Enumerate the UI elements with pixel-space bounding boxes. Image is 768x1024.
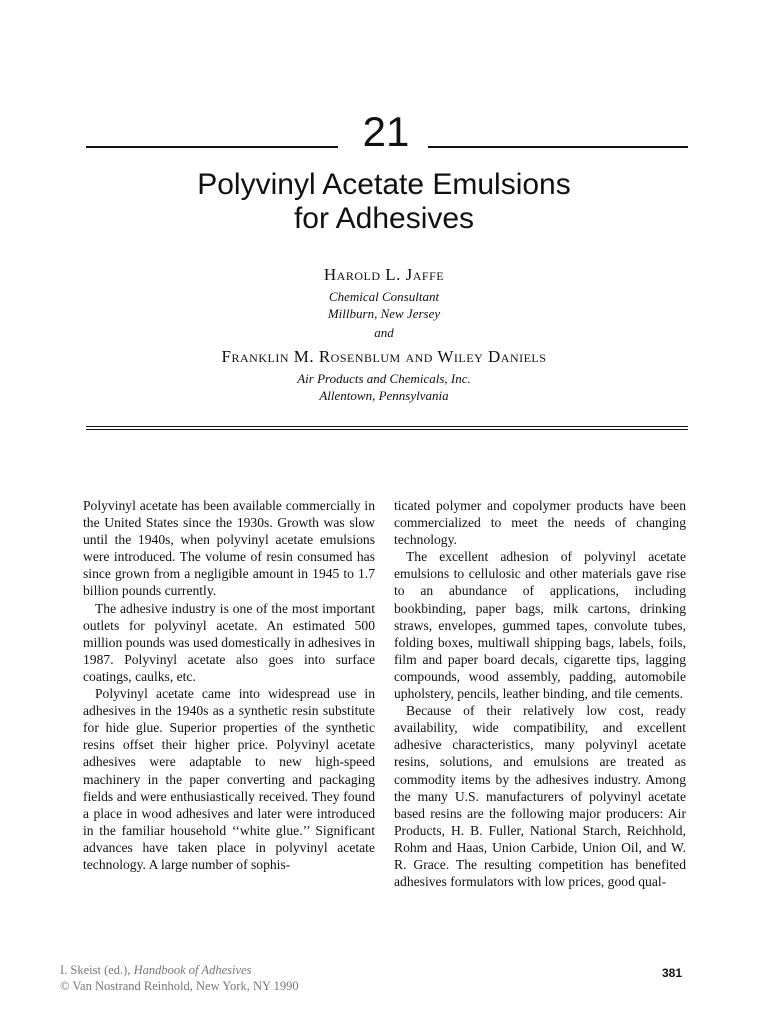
paragraph: ticated polymer and copolymer products have been commercialized to meet the needs of changing technology.	[394, 498, 686, 548]
chapter-title-line-2: for Adhesives	[293, 202, 475, 235]
credit-book-title: Handbook of Adhesives	[133, 963, 252, 977]
author-2-affiliation-2: Allentown, Pennsylvania	[319, 388, 449, 403]
author-1-affiliation-1: Chemical Consultant	[328, 289, 440, 304]
chapter-rule-left	[86, 146, 338, 148]
credit-line-1	[60, 962, 299, 978]
author-block	[84, 264, 684, 404]
chapter-title	[84, 168, 684, 236]
body-column-right	[394, 497, 686, 890]
chapter-heading	[86, 108, 688, 158]
source-credit	[60, 962, 299, 994]
chapter-number: 21	[362, 108, 410, 155]
header-divider	[86, 426, 688, 430]
paragraph: Polyvinyl acetate has been available commercially in the United States since the 1930s. Growth was slow until the 1940s, when polyvinyl acetate emulsions were introduced. The volume of resin consumed has since grown from a negligible amount in 1945 to 1.7 billion pounds currently.	[83, 498, 375, 599]
page-number: 381	[661, 966, 682, 980]
author-conjunction: and	[374, 325, 394, 340]
chapter-title-line-1: Polyvinyl Acetate Emulsions	[197, 168, 571, 201]
author-1-name: Harold L. Jaffe	[323, 265, 445, 284]
credit-line-2: © Van Nostrand Reinhold, New York, NY 1990	[60, 979, 299, 993]
credit-editor: I. Skeist (ed.),	[60, 963, 134, 977]
author-1-affiliation-2: Millburn, New Jersey	[327, 306, 441, 321]
body-column-left	[83, 497, 375, 873]
chapter-rule-right	[428, 146, 688, 148]
paragraph: Polyvinyl acetate came into widespread use in adhesives in the 1940s as a synthetic resin substitute for hide glue. Superior properties of the synthetic resins offset their higher price. Polyvinyl acetate adhesives were adaptable to new high-speed machinery in the paper converting and packaging fields and were enthusiastically received. They found a place in wood adhesives and later were introduced in the familiar household ‘‘white glue.’’ Significant advances have taken place in polyvinyl acetate technology. A large number of sophis-	[83, 686, 375, 872]
paragraph: The excellent adhesion of polyvinyl acetate emulsions to cellulosic and other materials gave rise to an abundance of applications, including bookbinding, paper bags, milk cartons, drinking straws, envelopes, gummed tapes, convolute tubes, folding boxes, multiwall shipping bags, labels, foils, film and paper board decals, cigarette tips, lagging compounds, wood assembly, padding, automobile upholstery, pencils, leather binding, and tile cements.	[394, 549, 686, 702]
paragraph: The adhesive industry is one of the most important outlets for polyvinyl acetate. An estimated 500 million pounds was used domestically in adhesives in 1987. Polyvinyl acetate also goes into surface coatings, caulks, etc.	[83, 600, 375, 684]
author-2-name: Franklin M. Rosenblum and Wiley Daniels	[221, 347, 547, 366]
author-2-affiliation-1: Air Products and Chemicals, Inc.	[297, 371, 471, 386]
paragraph: Because of their relatively low cost, ready availability, wide compatibility, and excellent adhesive characteristics, many polyvinyl acetate resins, solutions, and emulsions are treated as commodity items by the adhesives industry. Among the many U.S. manufacturers of polyvinyl acetate based resins are the following major producers: Air Products, H. B. Fuller, National Starch, Reichhold, Rohm and Haas, Union Carbide, Union Oil, and W. R. Grace. The resulting competition has benefited adhesives formulators with low prices, good qual-	[394, 703, 686, 890]
